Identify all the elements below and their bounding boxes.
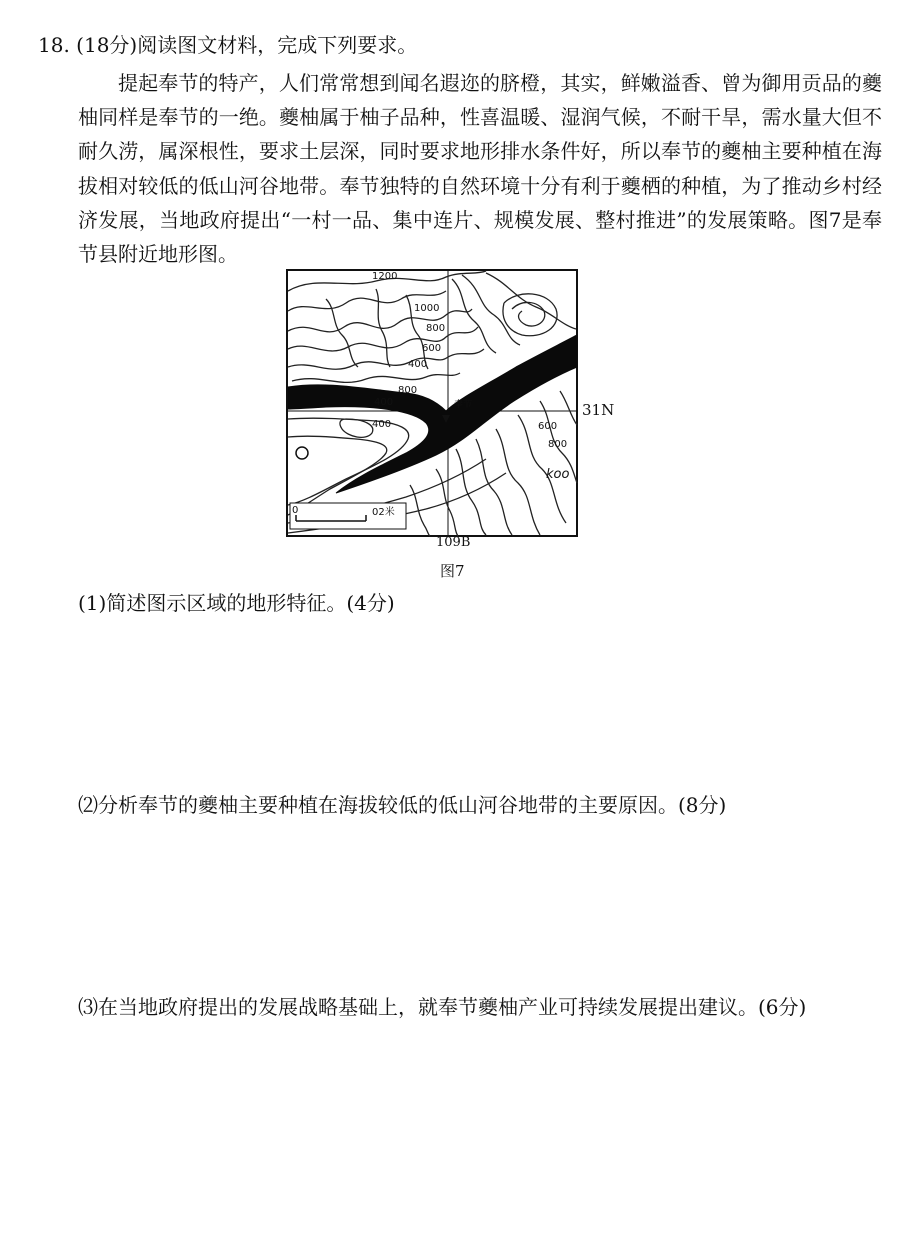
- contour-label: 800: [548, 439, 568, 450]
- question-title: (18分)阅读图文材料，完成下列要求。: [76, 33, 418, 57]
- town-label: 奉节: [454, 400, 473, 410]
- contour-label: 400: [372, 419, 392, 430]
- contour-label: 600: [538, 421, 558, 432]
- sub-question-1: (1)简述图示区域的地形特征。(4分): [78, 591, 395, 615]
- sub-question-3: ⑶在当地政府提出的发展战略基础上，就奉节夔柚产业可持续发展提出建议。(6分): [78, 995, 807, 1019]
- latitude-label: 31N: [582, 401, 615, 419]
- question-header: [38, 28, 417, 62]
- question-number: 18.: [38, 33, 70, 57]
- topographic-map-figure: [272, 263, 622, 583]
- figure-caption: 图7: [440, 562, 465, 580]
- reading-passage: 提起奉节的特产，人们常常想到闻名遐迩的脐橙，其实，鲜嫩溢香、曾为御用贡品的夔柚同样是奉节的一绝。夔柚属于柚子品种，性喜温暖、湿润气候，不耐干旱，需水量大但不耐久涝，属深根性，要求土层深，同时要求地形排水条件好，所以奉节的夔柚主要种植在海拔相对较低的低山河谷地带。奉节独特的自然环境十分有利于夔栖的种植，为了推动乡村经济发展，当地政府提出“一村一品、集中连片、规模发展、整村推进”的发展策略。图7是奉节县附近地形图。: [78, 71, 882, 267]
- contour-label: 400: [408, 359, 428, 370]
- contour-label: 800: [398, 385, 418, 396]
- contour-label: 1200: [372, 271, 398, 282]
- sub-question-2: ⑵分析奉节的夔柚主要种植在海拔较低的低山河谷地带的主要原因。(8分): [78, 793, 727, 817]
- scale-end-label: 02米: [372, 507, 395, 518]
- circle-marker: [296, 447, 308, 459]
- contour-label: 1000: [414, 303, 440, 314]
- contour-label: 600: [422, 343, 442, 354]
- longitude-label: 109B: [436, 535, 471, 550]
- contour-label: 800: [426, 323, 446, 334]
- contour-label: 400: [374, 397, 394, 408]
- scale-start-label: 0: [292, 505, 299, 516]
- contour-label: koo: [546, 467, 570, 482]
